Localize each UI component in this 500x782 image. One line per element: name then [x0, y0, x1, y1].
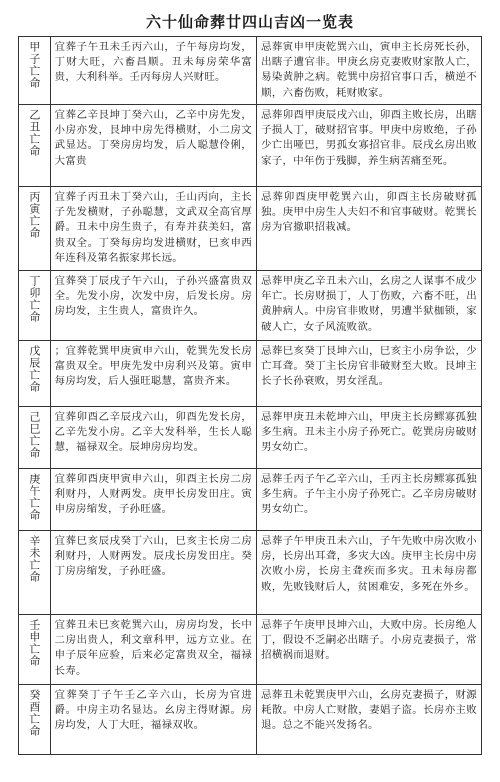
- row-name-cell: [19, 469, 51, 531]
- auspicious-cell: 宜葬卯酉乙辛辰戌六山，卯酉先发长房，乙辛先发小房。乙辛大发科举，生长人聪慧，福禄双全。辰坤房房均发。: [50, 407, 256, 469]
- table-row: [19, 685, 482, 755]
- row-name: 丁卯亡命: [27, 275, 41, 323]
- row-name: 辛未亡命: [27, 535, 41, 583]
- inauspicious-cell: 忌葬卯酉甲庚辰戌六山，卯酉主败长房，出瞎子损人丁，破财招官事。甲庚中房败绝，子孙少亡出哑巴，男孤女寡招官非。辰戌幺房出败家子，中年伤于残脚，养生病苦痛至死。: [257, 105, 482, 187]
- table-row: [19, 105, 482, 187]
- inauspicious-cell: 忌葬寅申甲庚乾巽六山，寅申主长房死长孙，出瞎子遭官非。甲庚幺房克妻败财家散人亡，易染黄肿之病。乾巽中房招官事口舌，横逆不顺，六畜伤败，耗财败家。: [257, 37, 482, 105]
- inauspicious-cell: 忌葬子午庚甲艮坤六山，大败中房。长房绝人丁，假设不乏嗣必出瞎子。小房克妻损子，常招横祸而退财。: [257, 615, 482, 685]
- row-name: 庚午亡命: [27, 473, 41, 521]
- table-row: [19, 271, 482, 341]
- row-name-cell: [19, 187, 51, 271]
- inauspicious-cell: 忌葬甲庚乙辛丑未六山，幺房之人谋事不成少年亡。长房财损丁，人丁伤败，六畜不旺，出黄肿病人。中房官非败财，男遭半狱枷锁，家破人亡，女子风流败欲。: [257, 271, 482, 341]
- inauspicious-cell: 忌葬卯酉庚甲乾巽六山，卯酉主长房破财孤独。庚甲中房生人夫妇不和官事破财。乾巽长房为官撤职招栽减。: [257, 187, 482, 271]
- inauspicious-cell: 忌葬壬丙子午乙辛六山，壬丙主长房鳏寡孤独多生病。子午主小房子孙死亡。乙辛房房破财男女幼亡。: [257, 469, 482, 531]
- row-name-cell: [19, 685, 51, 755]
- auspicious-cell: 宜葬丑未巳亥乾巽六山，房房均发，长中二房出贵人，利文章科甲，远方立业。在申子辰年应验，后来必定富贵双全，福禄长寿。: [50, 615, 256, 685]
- row-name: 戊辰亡命: [27, 345, 41, 393]
- auspicious-cell: 宜葬卯酉庚甲寅申六山，卯酉主长房二房利财丹，人财两发。庚甲长房发田庄。寅申房房缩发，子孙旺盛。: [50, 469, 256, 531]
- table-row: [19, 37, 482, 105]
- inauspicious-cell: 忌葬甲庚丑未乾坤六山，甲庚主长房鳏寡孤独多生病。丑未主小房子孙死亡。乾巽房房破财男女幼亡。: [257, 407, 482, 469]
- auspicious-cell: 宜葬子丙丑未丁癸六山，壬山丙向，主长子先发横财，子孙聪慧，文武双全高官厚爵。丑未中房生贵子，有寿并获美妇，富贵双全。丁癸每房均发进横财，巳亥申西年连科及第名振家邦长远。: [50, 187, 256, 271]
- row-name-cell: [19, 531, 51, 615]
- row-name-cell: [19, 37, 51, 105]
- table-row: [19, 407, 482, 469]
- row-name-cell: [19, 271, 51, 341]
- table-row: [19, 531, 482, 615]
- row-name-cell: [19, 615, 51, 685]
- auspicious-cell: 宜葬乙辛艮坤丁癸六山，乙辛中房先发，小房亦发，艮坤中房先得横财，小二房文武显达。丁癸房房均发，后人聪慧伶俐，大富贵: [50, 105, 256, 187]
- table-title: 六十仙命葬廿四山吉凶一览表: [145, 13, 354, 31]
- auspicious-cell: 宜葬巳亥辰戌癸丁六山，巳亥主长房二房利财丹，人财两发。辰戌长房发田庄。癸丁房房缩发，子孙旺盛。: [50, 531, 256, 615]
- almanac-table: [18, 36, 482, 755]
- row-name: 癸酉亡命: [27, 689, 41, 737]
- table-row: [19, 615, 482, 685]
- auspicious-cell: 宜葬癸丁辰戌子午六山，子孙兴盛富贵双全。先发小房，次发中房，后发长房。房房均发，主生贵人，富贵许久。: [50, 271, 256, 341]
- row-name: 壬申亡命: [27, 619, 41, 667]
- row-name: 甲子亡命: [27, 41, 41, 89]
- table-row: [19, 187, 482, 271]
- row-name: 丙寅亡命: [27, 191, 41, 239]
- row-name-cell: [19, 341, 51, 407]
- row-name-cell: [19, 407, 51, 469]
- row-name: 乙丑亡命: [27, 109, 41, 157]
- table-row: [19, 469, 482, 531]
- auspicious-cell: ；宜葬乾巽甲庚寅申六山，乾巽先发长房富贵双全。甲庚先发中房利兴及第。寅申每房均发，后人强旺聪慧，富贵齐来。: [50, 341, 256, 407]
- auspicious-cell: 宜葬癸丁子午壬乙辛六山，长房为官进爵。中房主功名显达。幺房主得财源。房房均发，人丁大旺，福禄双收。: [50, 685, 256, 755]
- table-row: [19, 341, 482, 407]
- inauspicious-cell: 忌葬巳亥癸丁艮坤六山，巳亥主小房争讼，少亡耳聋。癸丁主长房官非破财至大败。艮坤主长子长孙衰败，男女淫乱。: [257, 341, 482, 407]
- inauspicious-cell: 忌葬子午甲庚丑未六山，子午先败中房次败小房，长房出耳聋，多灾大凶。庚甲主长房中房次败小房，长房主聋疾而多灾。丑未每房都败，先败钱财后人，贫困难安，多死在外乡。: [257, 531, 482, 615]
- row-name-cell: [19, 105, 51, 187]
- inauspicious-cell: 忌葬丑未乾巽庚甲六山，幺房克妻损子，财源耗散。中房人亡财散，妻娼子盗。长房亦主败退。总之不能兴发扬名。: [257, 685, 482, 755]
- row-name: 己巳亡命: [27, 411, 41, 459]
- auspicious-cell: 宜葬子午丑未壬丙六山，子午每房均发，丁财大旺，六畜昌顺。丑未每房荣华富贵，大利科举。壬丙每房人兴财旺。: [50, 37, 256, 105]
